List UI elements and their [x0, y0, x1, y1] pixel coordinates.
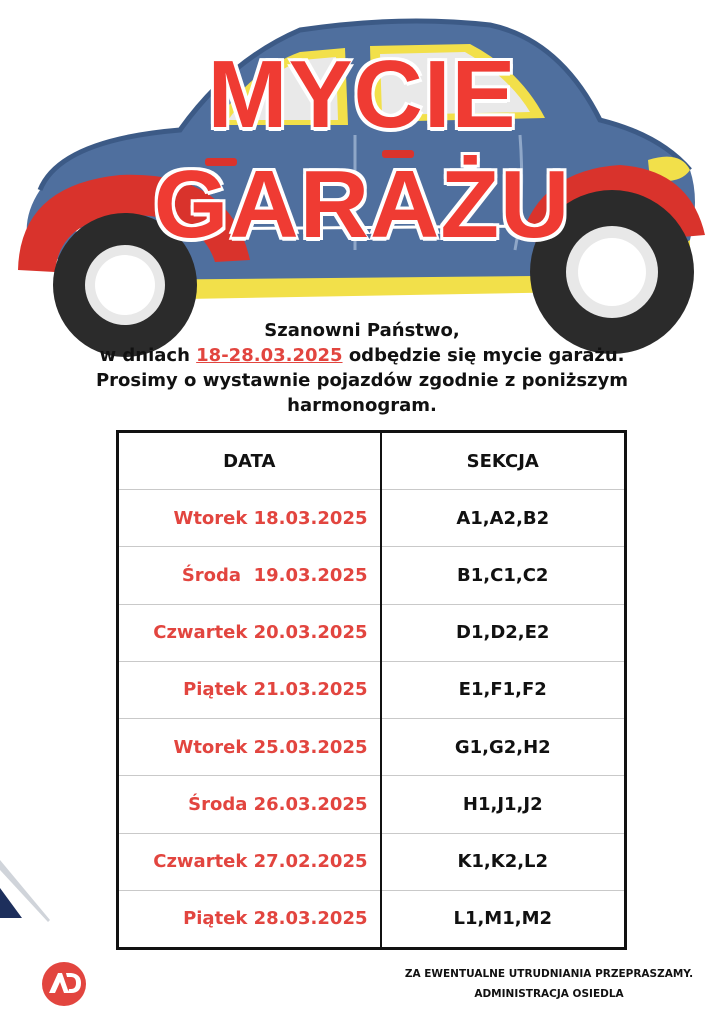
table-row	[118, 719, 626, 776]
table-row	[118, 547, 626, 604]
row-date: Wtorek 18.03.2025	[118, 490, 381, 547]
intro-line-2	[90, 343, 634, 368]
row-date: Piątek 21.03.2025	[118, 661, 381, 718]
date-range: 18-28.03.2025	[196, 345, 343, 366]
footer-signature: ADMINISTRACJA OSIEDLA	[474, 988, 624, 1000]
header-section: SEKCJA	[381, 432, 626, 490]
intro-text	[90, 318, 634, 418]
row-section: L1,M1,M2	[381, 890, 626, 948]
row-section: D1,D2,E2	[381, 604, 626, 661]
table-row	[118, 604, 626, 661]
page-title: MYCIE GARAŻU	[153, 41, 571, 258]
row-section: H1,J1,J2	[381, 776, 626, 833]
table-row	[118, 833, 626, 890]
table-row	[118, 661, 626, 718]
table-header-row	[118, 432, 626, 490]
header-date: DATA	[118, 432, 381, 490]
corner-decoration	[0, 860, 60, 930]
intro-before: w dniach	[99, 345, 197, 366]
footer-apology: ZA EWENTUALNE UTRUDNIANIA PRZEPRASZAMY.	[404, 968, 694, 980]
row-section: A1,A2,B2	[381, 490, 626, 547]
row-date: Czwartek 27.02.2025	[118, 833, 381, 890]
table-row	[118, 776, 626, 833]
row-date: Czwartek 20.03.2025	[118, 604, 381, 661]
row-section: G1,G2,H2	[381, 719, 626, 776]
schedule-table	[116, 430, 627, 950]
table-row	[118, 890, 626, 948]
row-date: Środa 26.03.2025	[118, 776, 381, 833]
intro-line-3: Prosimy o wystawnie pojazdów zgodnie z poniższym harmonogram.	[95, 370, 629, 416]
greeting: Szanowni Państwo,	[264, 320, 460, 341]
table-row	[118, 490, 626, 547]
intro-after: odbędzie się mycie garażu.	[342, 345, 625, 366]
footer	[384, 964, 714, 1004]
row-date: Środa 19.03.2025	[118, 547, 381, 604]
row-section: E1,F1,F2	[381, 661, 626, 718]
row-date: Wtorek 25.03.2025	[118, 719, 381, 776]
ad-logo-icon	[40, 960, 88, 1008]
row-date: Piątek 28.03.2025	[183, 908, 368, 930]
row-section: K1,K2,L2	[381, 833, 626, 890]
row-section: B1,C1,C2	[381, 547, 626, 604]
